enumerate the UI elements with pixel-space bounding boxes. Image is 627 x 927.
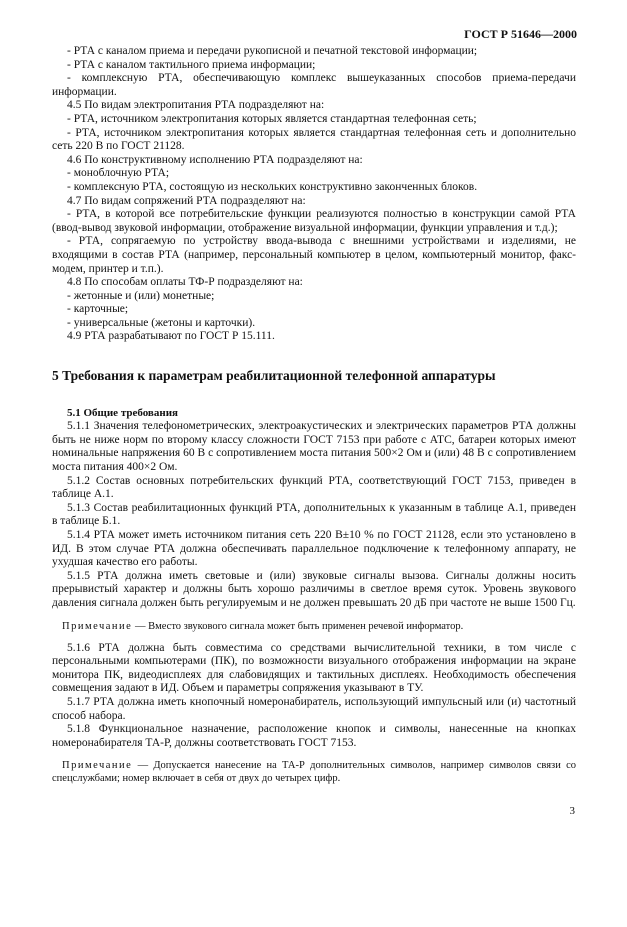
paragraph: - РТА с каналом приема и передачи рукописной и печатной текстовой информации; (67, 45, 478, 57)
note-text: — Вместо звукового сигнала может быть применен речевой информатор. (132, 620, 464, 632)
paragraph: 5.1.5 РТА должна иметь световые и (или) звуковые сигналы вызова. Сигналы должны носить прерывистый характер и должны быть хорошо различимы в светлое время суток. Уровень звукового давления сигнала должен быть регулируемым и не должен превышать 20 дБ при частоте не выше 1500 Гц. (52, 569, 576, 609)
paragraph: - комплексную РТА, обеспечивающую комплекс вышеуказанных способов приема-передачи информации. (52, 72, 576, 98)
note-label: Примечание (62, 620, 133, 632)
page-number: 3 (569, 805, 575, 817)
paragraph: - РТА, источником электропитания которых является стандартная телефонная сеть и дополнительно сеть 220 В по ГОСТ 21128. (52, 126, 576, 153)
paragraph: 4.6 По конструктивному исполнению РТА подразделяют на: (67, 153, 363, 166)
paragraph: 5.1.1 Значения телефонометрических, электроакустических и электрических параметров РТА должны быть не ниже норм по второму классу сложности ГОСТ 7153 при работе с АТС, батареи которых имеют номинальные напряжения 60 В с сопротивлением моста питания 500×2 Ом и (или) 48 В с сопротивлением моста питания 400×2 Ом. (52, 420, 576, 474)
paragraph: 4.8 По способам оплаты ТФ-Р подразделяют на: (67, 276, 303, 289)
note-label: Примечание (62, 760, 133, 772)
paragraph: 5.1.2 Состав основных потребительских функций РТА, соответствующий ГОСТ 7153, приведен в таблице А.1. (52, 474, 576, 501)
paragraph: 5.1.6 РТА должна быть совместима со средствами вычислительной техники, в том числе с персональными компьютерами (ПК), по возможности визуального отображения информации на экране монитора ПК, видеодисплеях для слабовидящих и тактильных дисплеях. Необходимость обеспечения совмещения задают в ИД. Объем и параметры сопряжения указывают в ТУ. (52, 641, 576, 695)
note (52, 620, 576, 633)
paragraph: 4.9 РТА разрабатывают по ГОСТ Р 15.111. (67, 330, 275, 343)
paragraph: - универсальные (жетоны и карточки). (67, 316, 256, 329)
note (52, 759, 576, 785)
paragraph: - комплексную РТА, состоящую из нескольких конструктивно законченных блоков. (67, 180, 478, 193)
page-content (52, 45, 576, 794)
paragraph: 5.1.7 РТА должна иметь кнопочный номеронабиратель, использующий импульсный или (и) частотный способ набора. (52, 695, 576, 722)
paragraph: 4.7 По видам сопряжений РТА подразделяют на: (67, 194, 306, 207)
paragraph: - карточные; (67, 303, 129, 316)
paragraph: 5.1.8 Функциональное назначение, расположение кнопок и символы, нанесенные на кнопках номеронабирателя ТА-Р, должны соответствовать ГОСТ 7153. (52, 723, 576, 749)
paragraph: - моноблочную РТА; (67, 167, 170, 180)
paragraph: - РТА с каналом тактильного приема информации; (67, 58, 316, 71)
paragraph: 5.1.4 РТА может иметь источником питания сеть 220 В±10 % по ГОСТ 21128, если это установлено в ИД. В этом случае РТА должна обеспечивать параллельное подключение к телефонному аппарату, не ухудшая качество его работы. (52, 529, 576, 569)
section-heading: 5 Требования к параметрам реабилитационной телефонной аппаратуры (52, 368, 496, 384)
note-text: — Допускается нанесение на ТА-Р дополнительных символов, например символов связи со спецслужбами; номер включает в себя от двух до четырех цифр. (52, 760, 576, 785)
paragraph: - жетонные и (или) монетные; (67, 289, 215, 302)
paragraph: - РТА, в которой все потребительские функции реализуются полностью в конструкции самой РТА (ввод-вывод звуковой информации, отображение визуальной информации, функции управления и т.д.); (52, 208, 576, 234)
paragraph: 5.1.3 Состав реабилитационных функций РТА, дополнительных к указанным в таблице А.1, приведен в таблице Б.1. (52, 501, 576, 528)
paragraph: - РТА, источником электропитания которых является стандартная телефонная сеть; (67, 112, 477, 125)
document-code: ГОСТ Р 51646—2000 (464, 27, 577, 41)
paragraph: 4.5 По видам электропитания РТА подразделяют на: (67, 99, 325, 112)
subsection-heading: 5.1 Общие требования (67, 406, 178, 419)
paragraph: - РТА, сопрягаемую по устройству ввода-вывода с внешними устройствами и изделиями, не входящими в состав РТА (например, персональный компьютер в целом, компьютерный монитор, факс-модем, принтер и т.п.). (52, 235, 576, 275)
